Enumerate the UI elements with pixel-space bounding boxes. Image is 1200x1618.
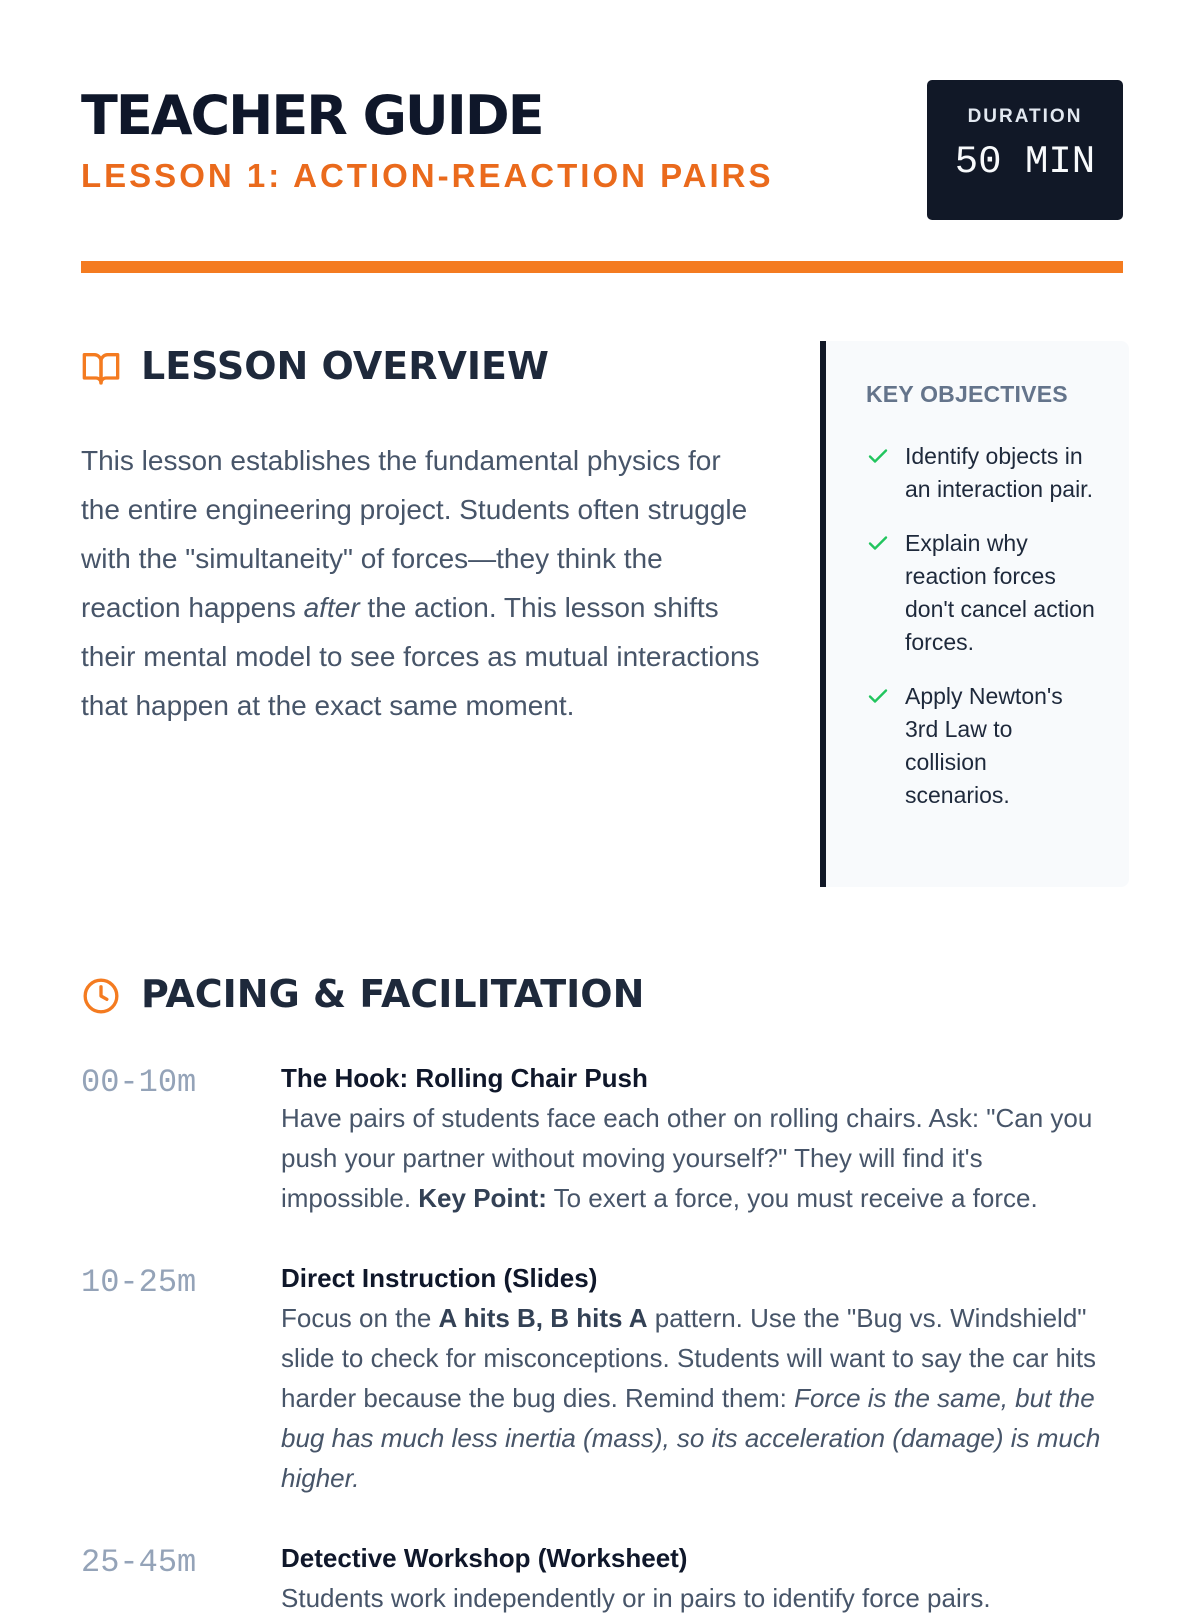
checkmark-icon bbox=[866, 531, 890, 555]
duration-label: DURATION bbox=[967, 106, 1083, 127]
pacing-time: 00-10m bbox=[81, 1064, 197, 1101]
pacing-desc-part-1: Focus on the bbox=[281, 1303, 439, 1333]
overview-paragraph bbox=[81, 436, 761, 730]
pacing-description bbox=[281, 1578, 1119, 1618]
objective-text: Explain why reaction forces don't cancel action forces. bbox=[905, 530, 1095, 655]
clock-icon bbox=[81, 976, 121, 1016]
header bbox=[81, 80, 1123, 220]
teacher-guide-page bbox=[81, 0, 1123, 1613]
book-open-icon bbox=[81, 348, 121, 388]
pacing-desc-italic: Force is the same, but the bug has much less inertia (mass), so its acceleration (damage) is much higher. bbox=[281, 1383, 1101, 1493]
overview-text-part-1: This lesson establishes the fundamental physics for the entire engineering project. Students often struggle with the "simultaneity" of forces—they think the reaction happens bbox=[81, 445, 748, 623]
objective-text: Identify objects in an interaction pair. bbox=[905, 443, 1093, 502]
pacing-desc-part-1: Have pairs of students face each other on rolling chairs. Ask: "Can you push your partner without moving yourself?" They will find it's impossible. bbox=[281, 1103, 1093, 1213]
pacing-desc-part-2: To exert a force, you must receive a force. bbox=[546, 1183, 1038, 1213]
pacing-body bbox=[281, 1258, 1119, 1498]
header-divider bbox=[81, 261, 1123, 273]
overview-section-header bbox=[81, 342, 761, 390]
checkmark-icon bbox=[866, 444, 890, 468]
checkmark-icon bbox=[866, 684, 890, 708]
pacing-description bbox=[281, 1298, 1119, 1498]
pacing-section-header bbox=[81, 970, 1123, 1018]
pacing-title: Direct Instruction (Slides) bbox=[281, 1263, 598, 1293]
overview-text-part-2: the action. This lesson shifts their mental model to see forces as mutual interactions that happen at the exact same moment. bbox=[81, 592, 760, 721]
pacing-heading: PACING & FACILITATION bbox=[141, 972, 645, 1016]
document-title: TEACHER GUIDE bbox=[81, 84, 543, 147]
pacing-desc-part-2: pattern. Use the "Bug vs. Windshield" slide to check for misconceptions. Students will want to say the car hits harder because the bug dies. Remind them: bbox=[281, 1303, 1097, 1413]
objective-item bbox=[866, 440, 1096, 506]
pacing-desc-part-1: Students work independently or in pairs to identify force pairs. bbox=[281, 1583, 991, 1613]
objective-item bbox=[866, 527, 1096, 659]
pacing-title: Detective Workshop (Worksheet) bbox=[281, 1543, 688, 1573]
pacing-description bbox=[281, 1098, 1119, 1218]
objectives-list bbox=[866, 440, 1096, 833]
overview-heading: LESSON OVERVIEW bbox=[141, 344, 549, 388]
pacing-time: 10-25m bbox=[81, 1264, 197, 1301]
pacing-body bbox=[281, 1538, 1119, 1618]
pacing-desc-bold: A hits B, B hits A bbox=[438, 1303, 648, 1333]
pacing-desc-bold: Key Point: bbox=[418, 1183, 547, 1213]
pacing-body bbox=[281, 1058, 1119, 1218]
pacing-time: 25-45m bbox=[81, 1544, 197, 1581]
objective-text: Apply Newton's 3rd Law to collision scenarios. bbox=[905, 683, 1063, 808]
pacing-title: The Hook: Rolling Chair Push bbox=[281, 1063, 648, 1093]
overview-text-emphasis: after bbox=[303, 592, 360, 623]
lesson-subtitle: LESSON 1: ACTION-REACTION PAIRS bbox=[81, 157, 774, 194]
key-objectives-panel bbox=[820, 341, 1129, 887]
objective-item bbox=[866, 680, 1096, 812]
objectives-title: KEY OBJECTIVES bbox=[866, 381, 1068, 407]
duration-value: 50 MIN bbox=[954, 140, 1096, 184]
duration-badge bbox=[927, 80, 1123, 220]
